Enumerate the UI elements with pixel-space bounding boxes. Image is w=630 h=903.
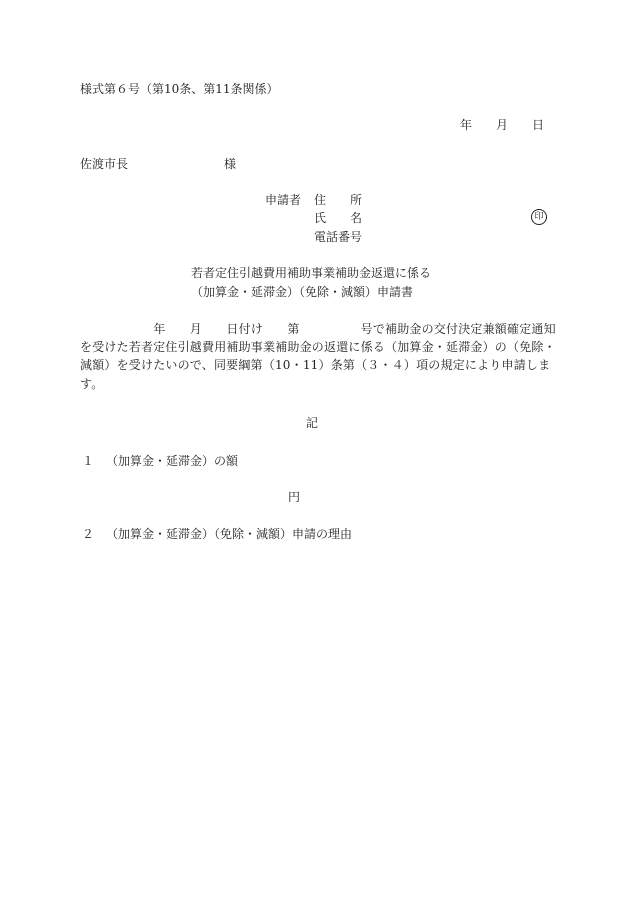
ki-heading: 記 (306, 416, 319, 430)
item-1-label: （加算金・延滞金）の額 (106, 454, 239, 468)
item-1-number: １ (82, 454, 95, 468)
form-number: 様式第６号（第10条、第11条関係） (80, 82, 279, 96)
phone-label: 電話番号 (314, 230, 363, 244)
body-line-1: 年 月 日付け 第 号で補助金の交付決定兼額確定通知 (80, 322, 556, 336)
item-2-number: ２ (82, 527, 95, 541)
addressee: 佐渡市長 様 (80, 157, 237, 171)
name-label: 氏 名 (314, 211, 363, 225)
seal-mark: 印 (531, 209, 547, 225)
item-1-unit: 円 (288, 490, 301, 504)
body-line-2: を受けた若者定住引越費用補助事業補助金の返還に係る（加算金・延滞金）の（免除・ (80, 340, 556, 354)
title-line-1: 若者定住引越費用補助事業補助金返還に係る (191, 266, 432, 280)
body-line-4: す。 (80, 377, 104, 391)
item-2-label: （加算金・延滞金）（免除・減額）申請の理由 (106, 527, 353, 541)
address-label: 住 所 (314, 193, 363, 207)
date-line: 年 月 日 (460, 118, 545, 132)
applicant-label: 申請者 (265, 193, 302, 207)
title-line-2: （加算金・延滞金）（免除・減額）申請書 (191, 285, 414, 299)
body-line-3: 減額）を受けたいので、同要綱第（10・11）条第（３・４）項の規定により申請しま (80, 358, 551, 372)
